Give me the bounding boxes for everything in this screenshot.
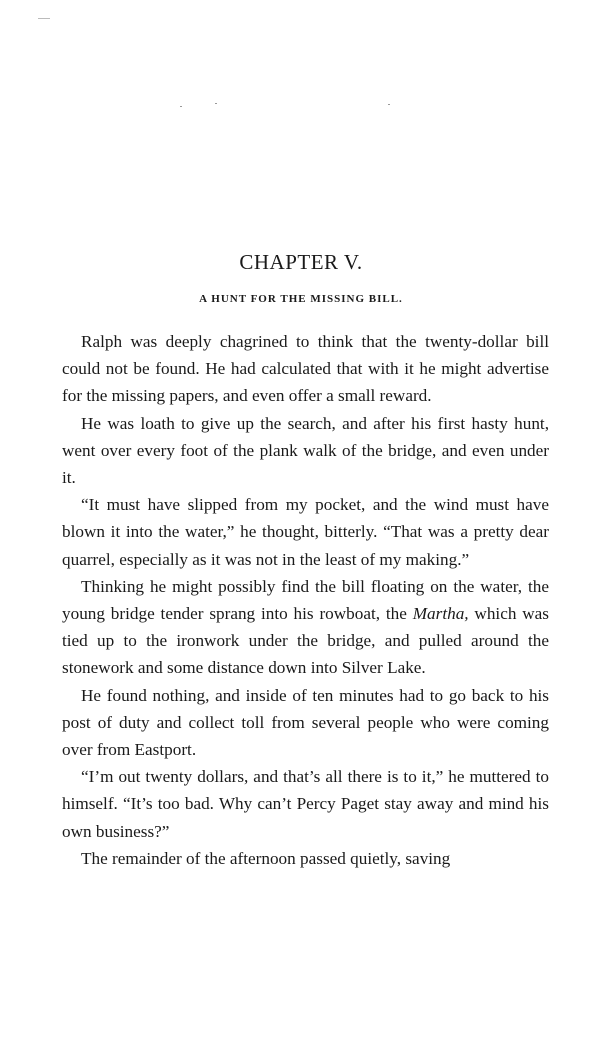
paragraph: “It must have slipped from my pocket, and the wind must have blown it into the water,” he thought, bitterly. “That was a pretty dear quarrel, especially as it was not in the least of my making.” bbox=[62, 495, 549, 569]
paragraph: “I’m out twenty dollars, and that’s all there is to it,” he muttered to himself. “It’s too bad. Why can’t Percy Paget stay away and mind his own business?” bbox=[62, 767, 549, 841]
paragraph-text: which was tied up to the ironwork under the bridge, and pulled around the stonework and some distance down into Silver Lake. bbox=[62, 604, 549, 678]
boat-name: Martha, bbox=[412, 604, 469, 624]
scan-speck bbox=[215, 103, 217, 104]
paragraph: The remainder of the afternoon passed quietly, saving bbox=[81, 848, 451, 868]
paragraph: He was loath to give up the search, and after his first hasty hunt, went over every foot of the plank walk of the bridge, and even under it. bbox=[62, 413, 549, 488]
paragraph bbox=[62, 573, 549, 682]
paragraph: Ralph was deeply chagrined to think that the twenty-dollar bill could not be found. He had calculated that with it he might advertise for the missing papers, and even offer a small reward. bbox=[62, 332, 549, 406]
scan-speck bbox=[38, 18, 50, 19]
scan-speck bbox=[388, 104, 390, 105]
scan-speck bbox=[180, 106, 182, 107]
chapter-subtitle: A HUNT FOR THE MISSING BILL. bbox=[199, 293, 403, 305]
paragraph: He found nothing, and inside of ten minutes had to go back to his post of duty and collect toll from several people who were coming over from Eastport. bbox=[62, 685, 549, 760]
chapter-body bbox=[62, 328, 549, 872]
chapter-title: CHAPTER V. bbox=[239, 250, 363, 274]
paragraph-text: Thinking he might possibly find the bill floating on the water, the young bridge tender sprang into his rowboat, the bbox=[62, 576, 549, 624]
